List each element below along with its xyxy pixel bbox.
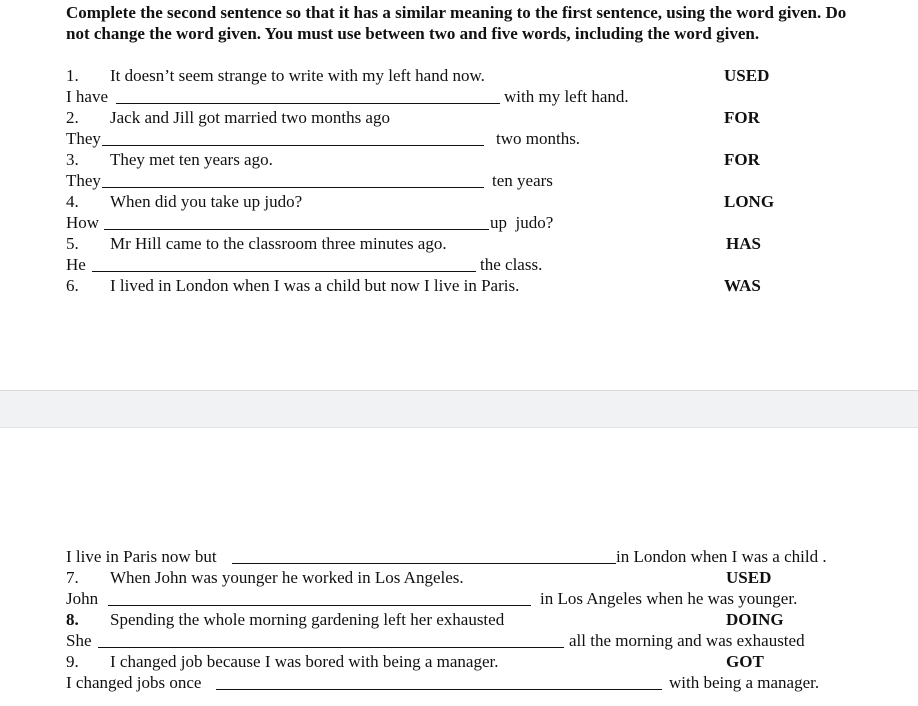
answer-end: with my left hand. bbox=[504, 87, 629, 106]
answer-start: They bbox=[66, 129, 101, 148]
answer-blank[interactable] bbox=[102, 187, 484, 188]
answer-blank[interactable] bbox=[104, 229, 489, 230]
answer-end: ten years bbox=[492, 171, 553, 190]
page-break bbox=[0, 390, 918, 428]
keyword: FOR bbox=[724, 108, 760, 127]
keyword: USED bbox=[726, 568, 772, 587]
answer-line-3 bbox=[66, 170, 856, 191]
answer-start: I have bbox=[66, 87, 109, 106]
keyword: WAS bbox=[724, 276, 761, 295]
answer-end: two months. bbox=[496, 129, 581, 148]
keyword: HAS bbox=[726, 234, 761, 253]
answer-end: all the morning and was exhausted bbox=[569, 631, 805, 650]
answer-start: How bbox=[66, 213, 100, 232]
answer-end: in London when I was a child . bbox=[616, 547, 827, 566]
answer-start: John bbox=[66, 589, 99, 608]
keyword: LONG bbox=[724, 192, 775, 211]
answer-blank[interactable] bbox=[116, 103, 500, 104]
answer-blank[interactable] bbox=[216, 689, 662, 690]
answer-line-6 bbox=[66, 546, 856, 567]
keyword: GOT bbox=[726, 652, 764, 671]
question-sentence: I changed job because I was bored with being a manager. bbox=[110, 652, 499, 671]
question-number: 2. bbox=[66, 108, 79, 127]
answer-blank[interactable] bbox=[92, 271, 476, 272]
question-5 bbox=[66, 233, 856, 254]
question-1 bbox=[66, 65, 856, 86]
question-number: 3. bbox=[66, 150, 79, 169]
question-number: 6. bbox=[66, 276, 79, 295]
answer-start: He bbox=[66, 255, 86, 274]
question-6 bbox=[66, 275, 856, 296]
question-number: 9. bbox=[66, 652, 79, 671]
answer-blank[interactable] bbox=[98, 647, 564, 648]
question-number: 1. bbox=[66, 66, 79, 85]
answer-start: I changed jobs once bbox=[66, 673, 202, 692]
question-number: 5. bbox=[66, 234, 79, 253]
question-sentence: They met ten years ago. bbox=[110, 150, 273, 169]
question-4 bbox=[66, 191, 856, 212]
keyword: DOING bbox=[726, 610, 784, 629]
answer-end: the class. bbox=[480, 255, 543, 274]
question-sentence: Mr Hill came to the classroom three minutes ago. bbox=[110, 234, 447, 253]
keyword: USED bbox=[724, 66, 770, 85]
answer-line-4 bbox=[66, 212, 856, 233]
answer-start: She bbox=[66, 631, 92, 650]
answer-start: They bbox=[66, 171, 101, 190]
answer-line-1 bbox=[66, 86, 856, 107]
question-2 bbox=[66, 107, 856, 128]
answer-end: up judo? bbox=[490, 213, 554, 232]
question-sentence: Spending the whole morning gardening left her exhausted bbox=[110, 610, 505, 629]
answer-blank[interactable] bbox=[232, 563, 616, 564]
answer-end: in Los Angeles when he was younger. bbox=[540, 589, 798, 608]
question-7 bbox=[66, 567, 856, 588]
question-number: 8. bbox=[66, 610, 79, 629]
question-sentence: When did you take up judo? bbox=[110, 192, 303, 211]
question-number: 4. bbox=[66, 192, 79, 211]
answer-blank[interactable] bbox=[102, 145, 484, 146]
instructions: Complete the second sentence so that it has a similar meaning to the first sentence, using the word given. Do not change the word given. You must use between two and five words, including the word given. bbox=[66, 3, 847, 43]
question-3 bbox=[66, 149, 856, 170]
answer-line-2 bbox=[66, 128, 856, 149]
document-page-2 bbox=[0, 428, 918, 706]
question-8 bbox=[66, 609, 856, 630]
question-sentence: I lived in London when I was a child but now I live in Paris. bbox=[110, 276, 520, 295]
keyword: FOR bbox=[724, 150, 760, 169]
answer-blank[interactable] bbox=[108, 605, 531, 606]
question-9 bbox=[66, 651, 856, 672]
answer-line-9 bbox=[66, 672, 856, 693]
answer-start: I live in Paris now but bbox=[66, 547, 217, 566]
question-sentence: Jack and Jill got married two months ago bbox=[110, 108, 390, 127]
question-number: 7. bbox=[66, 568, 79, 587]
answer-line-5 bbox=[66, 254, 856, 275]
answer-end: with being a manager. bbox=[669, 673, 820, 692]
question-sentence: When John was younger he worked in Los Angeles. bbox=[110, 568, 464, 587]
question-sentence: It doesn’t seem strange to write with my left hand now. bbox=[110, 66, 485, 85]
answer-line-8 bbox=[66, 630, 856, 651]
answer-line-7 bbox=[66, 588, 856, 609]
